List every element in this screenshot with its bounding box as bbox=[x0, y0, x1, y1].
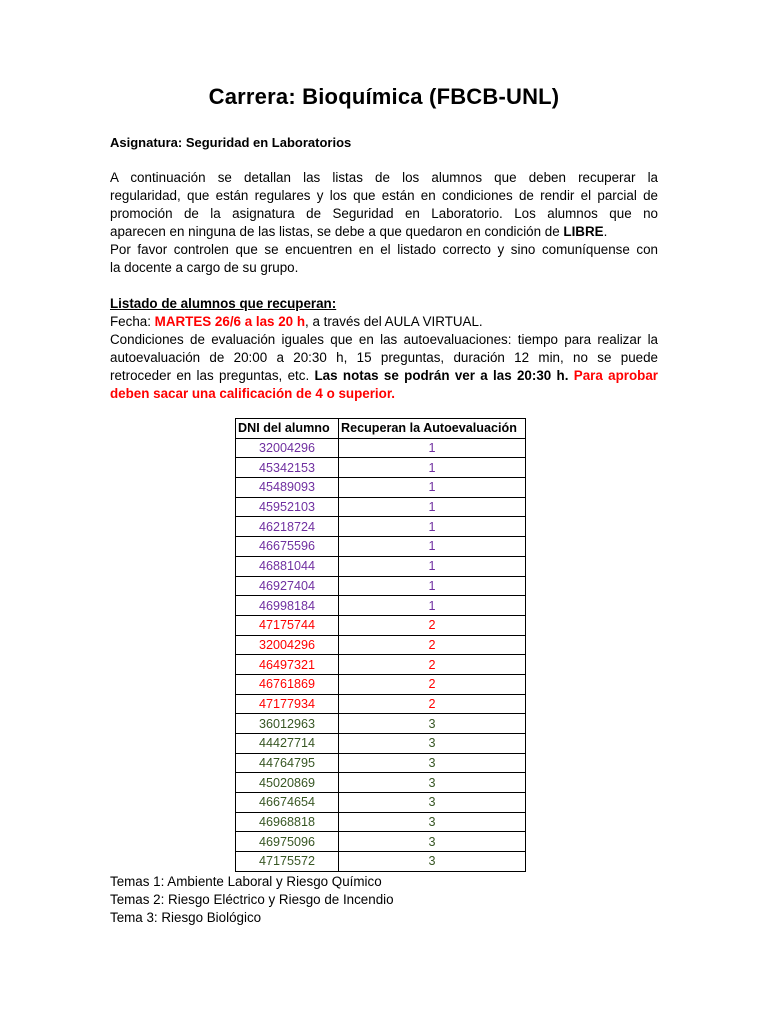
table-row bbox=[236, 458, 526, 478]
intro-line-libre bbox=[110, 223, 658, 241]
subject-heading: Asignatura: Seguridad en Laboratorios bbox=[110, 135, 352, 150]
tema-cell: 2 bbox=[339, 694, 526, 714]
dni-cell: 32004296 bbox=[236, 635, 339, 655]
dni-cell: 46998184 bbox=[236, 596, 339, 616]
students-table bbox=[235, 418, 526, 872]
table-row bbox=[236, 812, 526, 832]
dni-cell: 46218724 bbox=[236, 517, 339, 537]
tema-cell: 1 bbox=[339, 458, 526, 478]
dni-cell: 46761869 bbox=[236, 674, 339, 694]
tema-cell: 1 bbox=[339, 576, 526, 596]
table-row bbox=[236, 674, 526, 694]
intro-line: aparecen en ninguna de las listas, se debe a que quedaron en condición de bbox=[110, 224, 564, 239]
dni-cell: 46497321 bbox=[236, 655, 339, 675]
temas-legend bbox=[110, 873, 394, 927]
recuperan-heading: Listado de alumnos que recuperan: bbox=[110, 296, 337, 311]
table-row bbox=[236, 576, 526, 596]
libre-suffix: . bbox=[603, 224, 608, 239]
table-body bbox=[236, 438, 526, 871]
intro-line: promoción de la asignatura de Seguridad en Laboratorio. Los alumnos que no bbox=[110, 206, 658, 221]
tema-cell: 2 bbox=[339, 635, 526, 655]
libre-word: LIBRE bbox=[563, 224, 604, 239]
tema-cell: 1 bbox=[339, 596, 526, 616]
dni-cell: 47175572 bbox=[236, 852, 339, 872]
notas-note: Las notas se podrán ver a las 20:30 h. bbox=[314, 368, 569, 383]
header-recuperan: Recuperan la Autoevaluación bbox=[339, 419, 526, 439]
table-row bbox=[236, 655, 526, 675]
intro-line: A continuación se detallan las listas de los alumnos que deben recuperar la bbox=[110, 170, 658, 185]
table-row bbox=[236, 537, 526, 557]
dni-cell: 36012963 bbox=[236, 714, 339, 734]
aprobar-note: Para aprobar bbox=[573, 368, 658, 383]
table-row bbox=[236, 478, 526, 498]
tema-cell: 1 bbox=[339, 556, 526, 576]
table-row bbox=[236, 615, 526, 635]
control-line: Por favor controlen que se encuentren en el listado correcto y sino comuníquense con bbox=[110, 242, 658, 257]
table-row bbox=[236, 852, 526, 872]
table-row bbox=[236, 753, 526, 773]
intro-paragraph bbox=[110, 169, 658, 277]
tema-cell: 3 bbox=[339, 812, 526, 832]
table-row bbox=[236, 793, 526, 813]
document-title: Carrera: Bioquímica (FBCB-UNL) bbox=[208, 84, 560, 109]
conditions-line: autoevaluación de 20:00 a 20:30 h, 15 preguntas, duración 12 min, no se puede bbox=[110, 350, 658, 365]
tema-cell: 1 bbox=[339, 517, 526, 537]
dni-cell: 46881044 bbox=[236, 556, 339, 576]
table-row bbox=[236, 438, 526, 458]
table-row bbox=[236, 773, 526, 793]
dni-cell: 45489093 bbox=[236, 478, 339, 498]
tema-cell: 3 bbox=[339, 734, 526, 754]
tema-2-label: Temas 2: Riesgo Eléctrico y Riesgo de Incendio bbox=[110, 892, 394, 907]
dni-cell: 44764795 bbox=[236, 753, 339, 773]
table-row bbox=[236, 694, 526, 714]
control-line: la docente a cargo de su grupo. bbox=[110, 260, 299, 275]
dni-cell: 46968818 bbox=[236, 812, 339, 832]
tema-cell: 2 bbox=[339, 655, 526, 675]
tema-cell: 3 bbox=[339, 773, 526, 793]
tema-cell: 1 bbox=[339, 497, 526, 517]
tema-cell: 1 bbox=[339, 537, 526, 557]
dni-cell: 46675596 bbox=[236, 537, 339, 557]
dni-cell: 47175744 bbox=[236, 615, 339, 635]
dni-cell: 47177934 bbox=[236, 694, 339, 714]
fecha-value: MARTES 26/6 a las 20 h bbox=[154, 314, 306, 329]
fecha-label: Fecha: bbox=[110, 314, 155, 329]
conditions-line-notas bbox=[110, 367, 658, 385]
dni-cell: 44427714 bbox=[236, 734, 339, 754]
table-row bbox=[236, 517, 526, 537]
tema-cell: 3 bbox=[339, 793, 526, 813]
tema-1-label: Temas 1: Ambiente Laboral y Riesgo Químico bbox=[110, 874, 382, 889]
dni-cell: 46674654 bbox=[236, 793, 339, 813]
dni-cell: 46927404 bbox=[236, 576, 339, 596]
tema-cell: 3 bbox=[339, 832, 526, 852]
conditions-line: Condiciones de evaluación iguales que en las autoevaluaciones: tiempo para realizar la bbox=[110, 332, 658, 347]
header-dni: DNI del alumno bbox=[236, 419, 339, 439]
tema-cell: 3 bbox=[339, 852, 526, 872]
tema-3-label: Tema 3: Riesgo Biológico bbox=[110, 910, 262, 925]
table-row bbox=[236, 596, 526, 616]
tema-cell: 2 bbox=[339, 674, 526, 694]
table-row bbox=[236, 714, 526, 734]
table-row bbox=[236, 832, 526, 852]
conditions-text: retroceder en las preguntas, etc. bbox=[110, 368, 315, 383]
dni-cell: 46975096 bbox=[236, 832, 339, 852]
table-row bbox=[236, 635, 526, 655]
tema-cell: 2 bbox=[339, 615, 526, 635]
aprobar-note-continued: deben sacar una calificación de 4 o superior. bbox=[110, 386, 396, 401]
tema-cell: 3 bbox=[339, 753, 526, 773]
dni-cell: 32004296 bbox=[236, 438, 339, 458]
table-row bbox=[236, 734, 526, 754]
dni-cell: 45952103 bbox=[236, 497, 339, 517]
tema-cell: 1 bbox=[339, 438, 526, 458]
fecha-line bbox=[110, 313, 658, 331]
table-row bbox=[236, 497, 526, 517]
fecha-suffix: , a través del AULA VIRTUAL. bbox=[305, 314, 483, 329]
recuperan-section bbox=[110, 295, 658, 403]
dni-cell: 45342153 bbox=[236, 458, 339, 478]
tema-cell: 1 bbox=[339, 478, 526, 498]
tema-cell: 3 bbox=[339, 714, 526, 734]
intro-line: regularidad, que están regulares y los que están en condiciones de rendir el parcial de bbox=[110, 188, 658, 203]
table-row bbox=[236, 556, 526, 576]
table-header-row bbox=[236, 419, 526, 439]
dni-cell: 45020869 bbox=[236, 773, 339, 793]
